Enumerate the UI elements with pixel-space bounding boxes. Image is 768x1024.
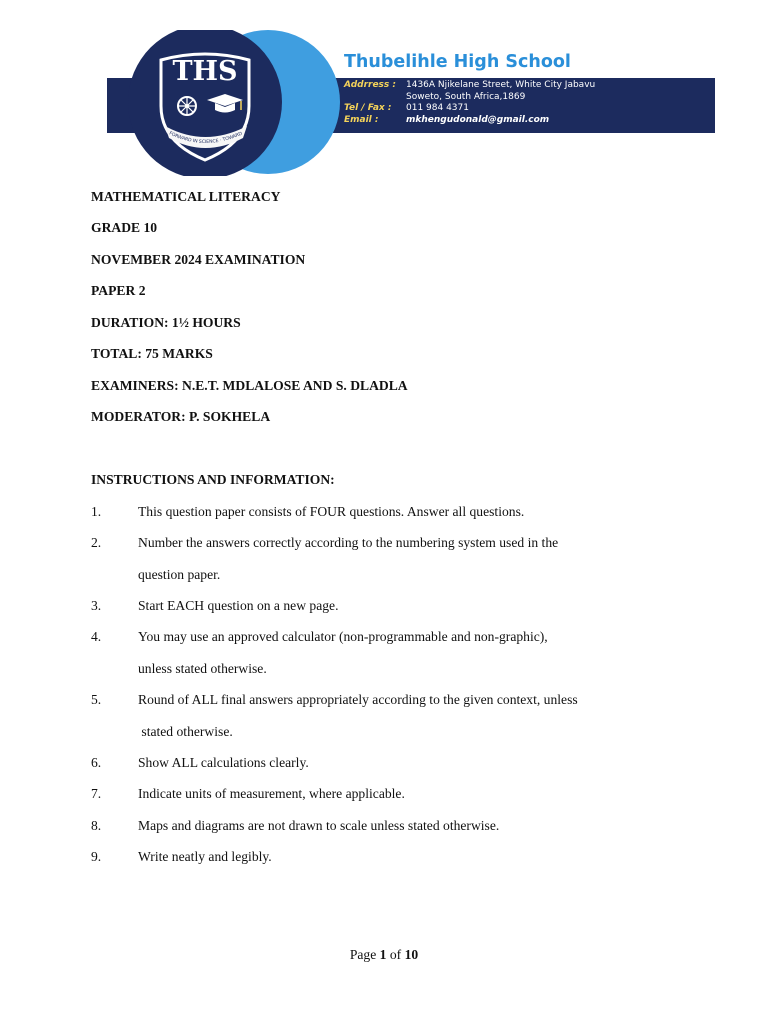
exam-session-line: NOVEMBER 2024 EXAMINATION	[91, 252, 306, 267]
item-text: Indicate units of measurement, where applicable.	[138, 786, 405, 801]
item-number: 2.	[91, 535, 102, 550]
examiners-line: EXAMINERS: N.E.T. MDLALOSE AND S. DLADLA	[91, 378, 408, 393]
address-value-1: 1436A Njikelane Street, White City Jabavu	[406, 80, 596, 90]
item-text: Start EACH question on a new page.	[138, 598, 339, 613]
moderator-line: MODERATOR: P. SOKHELA	[91, 409, 271, 424]
school-name: Thubelihle High School	[344, 52, 571, 72]
tel-value: 011 984 4371	[406, 103, 469, 113]
email-line	[344, 115, 714, 127]
item-text: Round of ALL final answers appropriately according to the given context, unless	[138, 692, 578, 707]
instructions-title: INSTRUCTIONS AND INFORMATION:	[91, 472, 335, 487]
page-footer	[0, 947, 768, 963]
item-number: 8.	[91, 818, 102, 833]
page-of: of	[386, 947, 405, 962]
item-number: 5.	[91, 692, 102, 707]
item-text-continued: unless stated otherwise.	[138, 661, 267, 676]
item-text-continued: stated otherwise.	[138, 724, 233, 739]
item-number: 9.	[91, 849, 102, 864]
total-pages-number: 10	[404, 947, 419, 962]
item-text: You may use an approved calculator (non-programmable and non-graphic),	[138, 629, 548, 644]
address-value-2: Soweto, South Africa,1869	[406, 91, 526, 102]
current-page-number: 1	[379, 947, 387, 962]
school-crest	[125, 30, 355, 176]
crest-motto-text: FORWARD IN SCIENCE · TOWARD	[168, 131, 244, 146]
email-value: mkhengudonald@gmail.com	[406, 114, 550, 125]
item-text: This question paper consists of FOUR questions. Answer all questions.	[138, 504, 525, 519]
crest-logo-text: THS	[172, 56, 238, 87]
item-text-continued: question paper.	[138, 567, 221, 582]
item-number: 3.	[91, 598, 102, 613]
email-label: Email :	[344, 114, 379, 125]
item-text: Maps and diagrams are not drawn to scale unless stated otherwise.	[138, 818, 500, 833]
letterhead	[0, 0, 768, 175]
item-number: 7.	[91, 786, 102, 801]
page-prefix: Page	[349, 947, 380, 962]
address-label: Addrress :	[344, 80, 397, 90]
total-marks-line: TOTAL: 75 MARKS	[91, 346, 213, 361]
address-line-2	[344, 92, 714, 104]
subject-title: MATHEMATICAL LITERACY	[91, 189, 281, 204]
item-number: 1.	[91, 504, 102, 519]
wheel-icon	[178, 97, 196, 115]
item-text: Show ALL calculations clearly.	[138, 755, 309, 770]
tel-line	[344, 103, 714, 115]
duration-line: DURATION: 1½ HOURS	[91, 315, 241, 330]
item-number: 6.	[91, 755, 102, 770]
contact-block	[344, 80, 714, 126]
item-number: 4.	[91, 629, 102, 644]
tel-label: Tel / Fax :	[344, 103, 392, 113]
grade-line: GRADE 10	[91, 220, 158, 235]
address-line	[344, 80, 714, 92]
paper-line: PAPER 2	[91, 283, 146, 298]
item-text: Number the answers correctly according to the numbering system used in the	[138, 535, 559, 550]
item-text: Write neatly and legibly.	[138, 849, 272, 864]
